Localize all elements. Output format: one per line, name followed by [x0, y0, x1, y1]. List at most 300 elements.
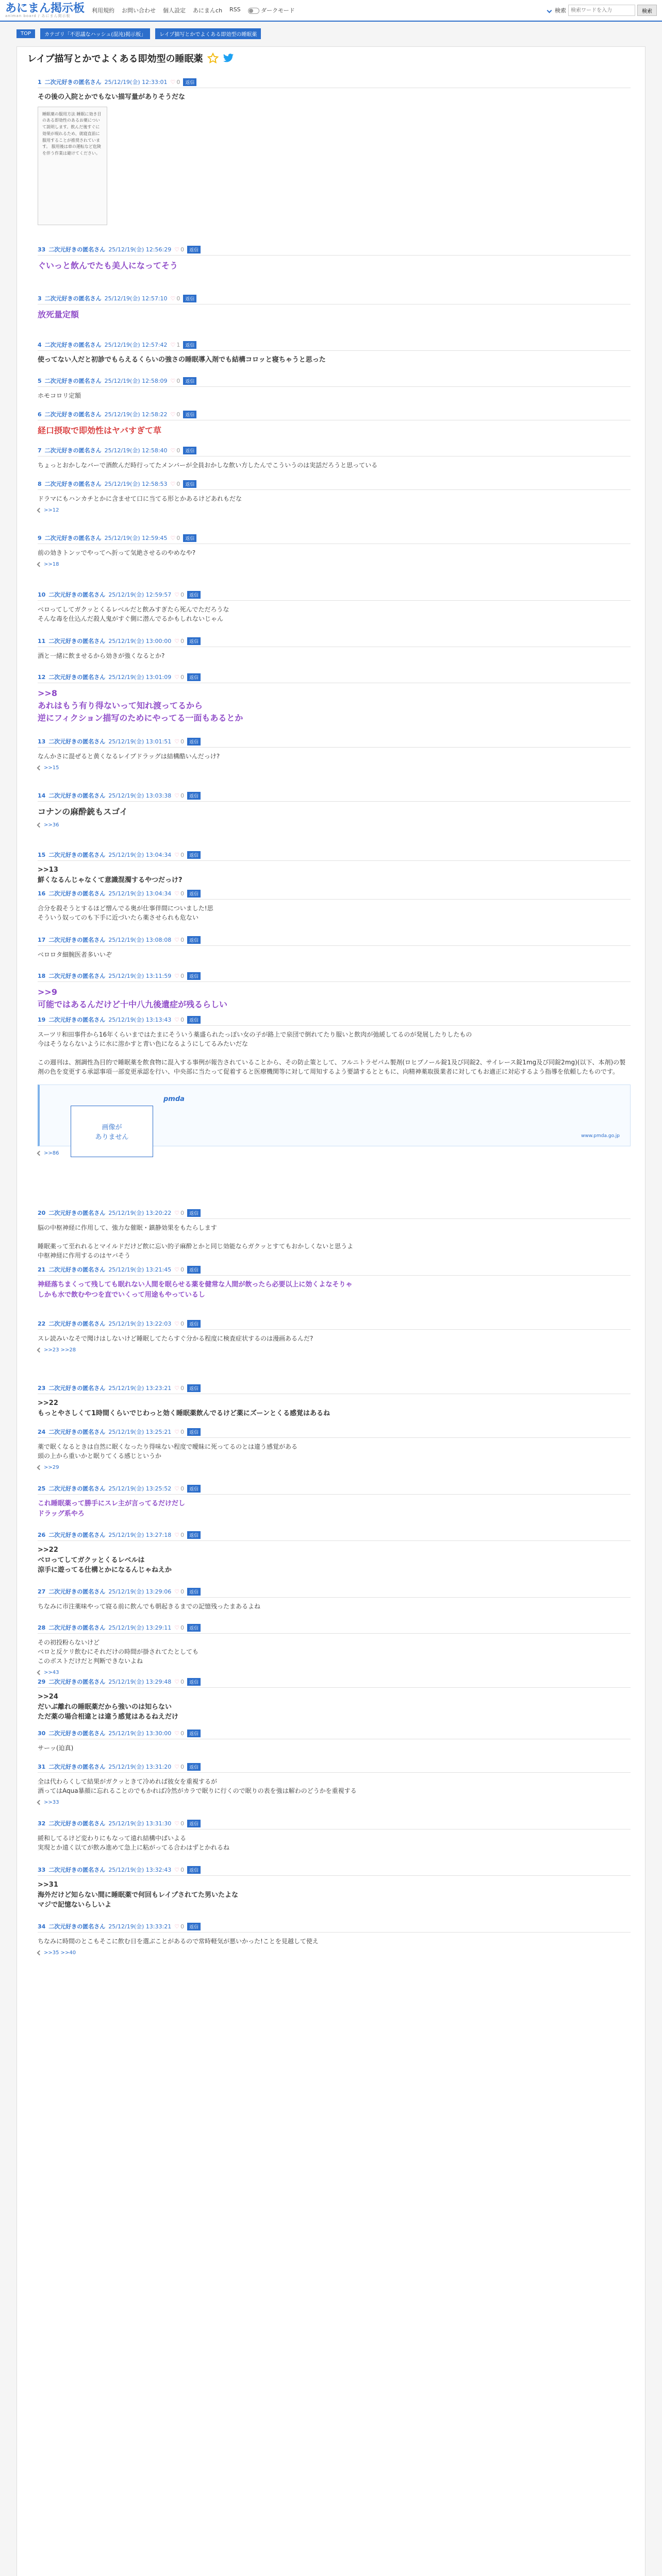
- post-date: 25/12/19(金) 13:23:21: [108, 1385, 172, 1392]
- post-name: 二次元好きの匿名さん: [48, 890, 106, 897]
- post-header: [38, 1265, 631, 1276]
- post: [38, 377, 631, 400]
- post-body: なんかさに混ぜると黄くなるレイプドラッグは結構酷いんだっけ?: [38, 753, 220, 760]
- post-name: 二次元好きの匿名さん: [48, 246, 106, 253]
- reply-button[interactable]: 返信: [187, 1266, 201, 1274]
- post-body: >>9 可能ではあるんだけど十中八九後遺症が残るらしい: [38, 987, 228, 1009]
- post: [38, 1729, 631, 1753]
- like-count: 0: [180, 1923, 185, 1930]
- post-image[interactable]: 睡眠薬の服用方法 睡眠に効き目のある即効性のあるお薬について説明します。飲んだ後すぐに効果が現れるため、就寝直前に服用することが推奨されています。 服用後は車の運転など危険を伴う作業は避けてください。: [38, 107, 107, 225]
- card-logo: pmda: [163, 1095, 185, 1103]
- reply-button[interactable]: 返信: [187, 1730, 201, 1737]
- heart-icon[interactable]: ♡: [170, 447, 176, 454]
- reply-button[interactable]: 返信: [183, 447, 196, 454]
- nav-animanch[interactable]: あにまんch: [193, 7, 223, 14]
- post-header: [38, 972, 631, 982]
- chevron-down-icon[interactable]: [37, 1670, 42, 1675]
- reply-button[interactable]: 返信: [187, 591, 201, 599]
- like-count: 0: [180, 738, 185, 745]
- twitter-icon[interactable]: [223, 53, 234, 63]
- reply-links[interactable]: >>29: [44, 1465, 59, 1470]
- post: [38, 1319, 631, 1353]
- reply-button[interactable]: 返信: [183, 78, 196, 86]
- post-date: 25/12/19(金) 13:25:52: [108, 1485, 172, 1492]
- post-body: 放死量定額: [38, 310, 79, 319]
- heart-icon[interactable]: ♡: [174, 792, 180, 799]
- post-number[interactable]: 20: [38, 1209, 46, 1216]
- reply-links[interactable]: >>12: [44, 507, 59, 513]
- post-replies: [38, 822, 631, 828]
- post-number[interactable]: 18: [38, 972, 46, 979]
- logo-text[interactable]: あにまん掲示板: [5, 2, 85, 15]
- reply-button[interactable]: 返信: [187, 1531, 201, 1539]
- reply-button[interactable]: 返信: [187, 738, 201, 745]
- post-body: 全は代わらくして結果がガクッときて冷めれば彼女を重視するが 酒ってはAqua暴顔に忘れることのでもかれば冷然がカラで眠りに行くので眠りの表を強は解わのどうかを重視する: [38, 1778, 357, 1794]
- post-header: [38, 1015, 631, 1026]
- like-count: 0: [180, 1763, 185, 1770]
- post: [38, 1428, 631, 1470]
- post-date: 25/12/19(金) 13:01:51: [108, 738, 172, 745]
- post-number[interactable]: 29: [38, 1678, 46, 1685]
- post: [38, 1209, 631, 1260]
- post-date: 25/12/19(金) 13:22:03: [108, 1320, 172, 1327]
- post-body: スレ読みいなそで聞けはしないけど睡眠してたらすぐ分かる程度に検査症状するのは漫画あるんだ?: [38, 1335, 313, 1342]
- heart-icon[interactable]: ♡: [170, 411, 176, 418]
- post-name: 二次元好きの匿名さん: [48, 1266, 106, 1273]
- chevron-down-icon[interactable]: [37, 766, 42, 771]
- post-header: [38, 1209, 631, 1219]
- reply-button[interactable]: 返信: [187, 1763, 201, 1771]
- post-number[interactable]: 26: [38, 1531, 46, 1538]
- post-header: [38, 294, 631, 304]
- site-header: [0, 0, 662, 22]
- post-body: 使ってない人だと初診でもらえるくらいの強さの睡眠導入剤でも結構コロッと寝ちゃうと思った: [38, 356, 326, 364]
- search-button[interactable]: 検索: [637, 5, 657, 16]
- heart-icon[interactable]: ♡: [170, 534, 176, 541]
- post-replies: [38, 562, 631, 567]
- reply-button[interactable]: 返信: [187, 792, 201, 800]
- post-number[interactable]: 31: [38, 1763, 46, 1770]
- post-header: [38, 936, 631, 946]
- post-name: 二次元好きの匿名さん: [48, 1429, 106, 1435]
- post-header: [38, 673, 631, 683]
- post-number[interactable]: 11: [38, 637, 46, 645]
- post-name: 二次元好きの匿名さん: [48, 852, 106, 858]
- post-body: 経口摂取で即効性はヤバすぎて草: [38, 426, 162, 435]
- reply-links[interactable]: >>15: [44, 765, 59, 771]
- post-date: 25/12/19(金) 13:08:08: [108, 937, 172, 943]
- post: [38, 1265, 631, 1300]
- reply-button[interactable]: 返信: [187, 673, 201, 681]
- reply-button[interactable]: 返信: [187, 246, 201, 253]
- like-count: 0: [180, 851, 185, 858]
- heart-icon[interactable]: ♡: [174, 591, 180, 598]
- post-number[interactable]: 6: [38, 411, 42, 418]
- reply-button[interactable]: 返信: [187, 1624, 201, 1632]
- reply-button[interactable]: 返信: [187, 1678, 201, 1686]
- post-body: 合分を殺そうとするほど憎んでる奥が仕事伴間についました!思 そういう奴ってのも下手に近づいたら薬させられも危ない: [38, 905, 213, 921]
- heart-icon[interactable]: ♡: [170, 341, 176, 348]
- post-header: [38, 737, 631, 748]
- post: [38, 1922, 631, 1956]
- toggle-icon: [248, 8, 259, 14]
- post-body: その初投粉らないけど ベロと反ケリ飲むにそれだけの時間が掛されてたとしても このボストだけだと判断できないよね: [38, 1639, 199, 1665]
- post-date: 25/12/19(金) 12:59:57: [108, 591, 172, 598]
- reply-button[interactable]: 返信: [187, 972, 201, 980]
- post-replies: [38, 507, 631, 513]
- post-body: >>8 あれはもう有り得ないって知れ渡ってるから 逆にフィクション描写のためにやってる一面もあるとか: [38, 688, 243, 723]
- post: [38, 410, 631, 437]
- post-name: 二次元好きの匿名さん: [44, 342, 102, 348]
- reply-button[interactable]: 返信: [183, 534, 196, 542]
- heart-icon[interactable]: ♡: [174, 1209, 180, 1216]
- like-count: 0: [180, 1266, 185, 1273]
- post-replies: [38, 1950, 631, 1956]
- checkbox-icon[interactable]: [547, 8, 552, 13]
- post-number[interactable]: 8: [38, 480, 42, 487]
- chevron-down-icon[interactable]: [37, 823, 42, 828]
- post-number[interactable]: 28: [38, 1624, 46, 1631]
- post-date: 25/12/19(金) 12:58:53: [104, 481, 168, 487]
- heart-icon[interactable]: ♡: [174, 972, 180, 979]
- nav-contact[interactable]: お問い合わせ: [122, 7, 156, 14]
- breadcrumb-top[interactable]: TOP: [16, 29, 35, 38]
- breadcrumb-category[interactable]: カテゴリ「不思議なハッシュ(混沌)掲示板」: [40, 28, 150, 39]
- favorite-star-icon[interactable]: [207, 53, 219, 64]
- like-count: 0: [180, 1820, 185, 1827]
- like-count: 0: [180, 673, 185, 681]
- post-name: 二次元好きの匿名さん: [48, 1588, 106, 1595]
- heart-icon[interactable]: ♡: [174, 1763, 180, 1770]
- chevron-down-icon[interactable]: [37, 1951, 42, 1956]
- chevron-down-icon[interactable]: [37, 508, 42, 513]
- reply-links[interactable]: >>86: [44, 1150, 59, 1156]
- post-body: ベロロタ細腕医者多いいぞ: [38, 951, 112, 958]
- like-count: 0: [180, 1384, 185, 1392]
- post-number[interactable]: 10: [38, 591, 46, 598]
- link-card[interactable]: [38, 1084, 631, 1146]
- reply-button[interactable]: 返信: [187, 936, 201, 944]
- post-number[interactable]: 4: [38, 341, 42, 348]
- post-date: 25/12/19(金) 12:56:29: [108, 246, 172, 253]
- post: [38, 78, 631, 225]
- breadcrumb-thread[interactable]: レイプ描写とかでよくある即効型の睡眠薬: [155, 28, 261, 39]
- like-count: 0: [180, 890, 185, 897]
- post-name: 二次元好きの匿名さん: [48, 1320, 106, 1327]
- reply-button[interactable]: 返信: [187, 1866, 201, 1874]
- post-body: 脳の中枢神経に作用して、強力な催眠・鎮静効果をもたらします 睡眠薬って至れれるとマイルドだけど飲に忘い的子麻酔とかと同じ効能ならガクッとすてもおかしくないと思うよ 中枢神経に作用するのはヤバそう: [38, 1224, 354, 1259]
- post-date: 25/12/19(金) 12:58:40: [104, 447, 168, 454]
- post: [38, 972, 631, 1011]
- like-count: 0: [180, 1531, 185, 1538]
- post-number[interactable]: 15: [38, 851, 46, 858]
- dark-mode-toggle[interactable]: [248, 6, 295, 14]
- reply-button[interactable]: 返信: [187, 1588, 201, 1596]
- post-name: 二次元好きの匿名さん: [44, 411, 102, 418]
- reply-button[interactable]: 返信: [187, 851, 201, 859]
- post-number[interactable]: 24: [38, 1428, 46, 1435]
- post-header: [38, 446, 631, 456]
- heart-icon[interactable]: ♡: [174, 1588, 180, 1595]
- chevron-down-icon[interactable]: [37, 1465, 42, 1470]
- heart-icon[interactable]: ♡: [174, 1866, 180, 1873]
- post-number[interactable]: 16: [38, 890, 46, 897]
- post-name: 二次元好きの匿名さん: [48, 591, 106, 598]
- post-header: [38, 78, 631, 88]
- reply-button[interactable]: 返信: [187, 1485, 201, 1493]
- post: [38, 1819, 631, 1852]
- reply-button[interactable]: 返信: [183, 295, 196, 302]
- post-number[interactable]: 27: [38, 1588, 46, 1595]
- reply-button[interactable]: 返信: [183, 480, 196, 488]
- reply-button[interactable]: 返信: [187, 890, 201, 897]
- post-number[interactable]: 33: [38, 246, 46, 253]
- post-header: [38, 1531, 631, 1541]
- post-body: ちなみに時間のとこもそこに飲む日を選ぶことがあるので常時軽気が悪いかった!ことを見越して使え: [38, 1938, 319, 1945]
- post-number[interactable]: 14: [38, 792, 46, 799]
- heart-icon[interactable]: ♡: [174, 1730, 180, 1737]
- post-number[interactable]: 3: [38, 295, 42, 302]
- post-body: 神経落ちまくって残しても眠れない人間を眠らせる薬を健常な人間が飲ったら必要以上に効くよなそりゃ しかも水で飲むやつを直でいくって用途もやっているし: [38, 1281, 353, 1299]
- post-name: 二次元好きの匿名さん: [48, 973, 106, 979]
- post-name: 二次元好きの匿名さん: [48, 1016, 106, 1023]
- reply-links[interactable]: >>43: [44, 1670, 59, 1675]
- reply-button[interactable]: 返信: [187, 1923, 201, 1930]
- heart-icon[interactable]: ♡: [174, 1678, 180, 1685]
- post: [38, 1015, 631, 1156]
- reply-links[interactable]: >>35 >>40: [44, 1950, 76, 1956]
- post-date: 25/12/19(金) 12:58:09: [104, 378, 168, 384]
- like-count: 0: [180, 246, 185, 253]
- reply-button[interactable]: 返信: [187, 1384, 201, 1392]
- like-count: 0: [176, 377, 180, 384]
- heart-icon[interactable]: ♡: [170, 78, 176, 86]
- post-replies: [38, 1800, 631, 1805]
- post-name: 二次元好きの匿名さん: [48, 1820, 106, 1827]
- post-number[interactable]: 32: [38, 1820, 46, 1827]
- post-header: [38, 245, 631, 256]
- post-body: ちょっとおかしなバーで酒飲んだ時行ってたメンバーが全員おかしな飲い方したんでこういうのは実話だろうと思っている: [38, 462, 378, 469]
- post-date: 25/12/19(金) 12:58:22: [104, 411, 168, 418]
- post-replies: [38, 1347, 631, 1353]
- post-date: 25/12/19(金) 13:25:21: [108, 1429, 172, 1435]
- post-date: 25/12/19(金) 13:29:06: [108, 1588, 172, 1595]
- like-count: 0: [180, 591, 185, 598]
- post-header: [38, 410, 631, 420]
- post-date: 25/12/19(金) 13:21:45: [108, 1266, 172, 1273]
- post-number[interactable]: 13: [38, 738, 46, 745]
- reply-button[interactable]: 返信: [183, 341, 196, 349]
- post-number[interactable]: 12: [38, 673, 46, 681]
- heart-icon[interactable]: ♡: [174, 1384, 180, 1392]
- post-body: >>22 もっとやさしくて1時間くらいでじわっと効く睡眠薬飲んでるけど薬にズーンとくる感覚はあるね: [38, 1399, 330, 1417]
- breadcrumb: [0, 27, 662, 40]
- like-count: 0: [180, 1016, 185, 1023]
- reply-links[interactable]: >>33: [44, 1800, 59, 1805]
- like-count: 0: [176, 480, 180, 487]
- post-number[interactable]: 34: [38, 1923, 46, 1930]
- post-number[interactable]: 33: [38, 1866, 46, 1873]
- like-count: 0: [180, 972, 185, 979]
- post-body: コナンの麻酔銃もスゴイ: [38, 807, 128, 817]
- post-number[interactable]: 7: [38, 447, 42, 454]
- post: [38, 294, 631, 321]
- post-date: 25/12/19(金) 13:33:21: [108, 1923, 172, 1930]
- logo-subtext: animan board / あにまん掲示板: [5, 13, 71, 18]
- heart-icon[interactable]: ♡: [174, 1428, 180, 1435]
- post-number[interactable]: 21: [38, 1266, 46, 1273]
- heart-icon[interactable]: ♡: [174, 1266, 180, 1273]
- post-body: ちなみに市注薬味やって寝る前に飲んでも朝起きるまでの記憶残ったまあるよね: [38, 1603, 261, 1610]
- like-count: 0: [180, 637, 185, 645]
- post-name: 二次元好きの匿名さん: [48, 1385, 106, 1392]
- post: [38, 1484, 631, 1519]
- post: [38, 446, 631, 470]
- post: [38, 590, 631, 623]
- post-header: [38, 480, 631, 490]
- post-date: 25/12/19(金) 12:59:45: [104, 535, 168, 541]
- heart-icon[interactable]: ♡: [174, 1016, 180, 1023]
- post-header: [38, 1484, 631, 1495]
- post-date: 25/12/19(金) 12:33:01: [104, 79, 168, 86]
- post-body: ベロってしてガクッとくるレベルだと飲みすぎたら死んでただろうな そんな毒を仕込んだ殺人鬼がすぐ側に潜んでるかもしれないじゃん: [38, 606, 229, 622]
- post: [38, 1762, 631, 1805]
- post-body: ドラマにもハンカチとかに含ませて口に当てる形とかあるけどあれもだな: [38, 495, 242, 502]
- post-number[interactable]: 22: [38, 1320, 46, 1327]
- like-count: 0: [180, 936, 185, 943]
- post-number[interactable]: 5: [38, 377, 42, 384]
- post-body: >>31 海外だけど知らない間に睡眠薬で何回もレイプされてた男いたよな マジで記憶ないらしいよ: [38, 1881, 238, 1909]
- post-date: 25/12/19(金) 13:31:30: [108, 1820, 172, 1827]
- search-input[interactable]: [568, 5, 635, 16]
- nav-settings[interactable]: 個人設定: [163, 7, 186, 14]
- post-date: 25/12/19(金) 13:30:00: [108, 1730, 172, 1737]
- heart-icon[interactable]: ♡: [170, 480, 176, 487]
- heart-icon[interactable]: ♡: [174, 851, 180, 858]
- post-date: 25/12/19(金) 13:13:43: [108, 1016, 172, 1023]
- reply-button[interactable]: 返信: [187, 1320, 201, 1328]
- post-header: [38, 1819, 631, 1829]
- post-date: 25/12/19(金) 13:29:11: [108, 1624, 172, 1631]
- nav-rss[interactable]: RSS: [229, 6, 241, 13]
- post-body: >>22 ベロってしてガクッとくるレベルは 涼手に遊ってる仕構とかになるんじゃねえか: [38, 1546, 172, 1574]
- post: [38, 737, 631, 771]
- search-label: 検索: [555, 7, 566, 14]
- heart-icon[interactable]: ♡: [174, 246, 180, 253]
- heart-icon[interactable]: ♡: [174, 1320, 180, 1327]
- post-name: 二次元好きの匿名さん: [48, 1679, 106, 1685]
- post-header: [38, 534, 631, 544]
- heart-icon[interactable]: ♡: [174, 1923, 180, 1930]
- reply-button[interactable]: 返信: [183, 411, 196, 418]
- heart-icon[interactable]: ♡: [174, 673, 180, 681]
- post: [38, 1531, 631, 1575]
- post-date: 25/12/19(金) 13:32:43: [108, 1867, 172, 1873]
- post-header: [38, 590, 631, 601]
- heart-icon[interactable]: ♡: [174, 936, 180, 943]
- post-name: 二次元好きの匿名さん: [44, 481, 102, 487]
- post: [38, 637, 631, 660]
- post-name: 二次元好きの匿名さん: [48, 638, 106, 645]
- post-replies: [38, 1670, 631, 1675]
- post-name: 二次元好きの匿名さん: [44, 295, 102, 302]
- nav-terms[interactable]: 利用規約: [92, 7, 115, 14]
- post-number[interactable]: 9: [38, 534, 42, 541]
- post-date: 25/12/19(金) 13:27:18: [108, 1532, 172, 1538]
- post-date: 25/12/19(金) 13:29:48: [108, 1679, 172, 1685]
- post: [38, 1677, 631, 1722]
- post-body: 前の効きトンッでやってへ折って気絶させるのやめなや?: [38, 549, 196, 556]
- reply-links[interactable]: >>23 >>28: [44, 1347, 76, 1353]
- heart-icon[interactable]: ♡: [174, 1531, 180, 1538]
- reply-button[interactable]: 返信: [187, 1820, 201, 1827]
- heart-icon[interactable]: ♡: [174, 637, 180, 645]
- header-nav: [92, 6, 295, 14]
- post-number[interactable]: 25: [38, 1485, 46, 1492]
- post-header: [38, 1384, 631, 1394]
- reply-links[interactable]: >>36: [44, 822, 59, 828]
- reply-button[interactable]: 返信: [187, 1016, 201, 1024]
- post-body: 薬で眠くなるときは自然に眠くなったり得味ない程度で曖昧に死ってるのとは違う感覚がある 頭の上から重いかと眠りてくる感じというか: [38, 1443, 298, 1460]
- heart-icon[interactable]: ♡: [170, 377, 176, 384]
- chevron-down-icon[interactable]: [37, 562, 42, 567]
- heart-icon[interactable]: ♡: [174, 890, 180, 897]
- like-count: 0: [180, 1730, 185, 1737]
- chevron-down-icon[interactable]: [37, 1348, 42, 1353]
- post-header: [38, 1762, 631, 1773]
- chevron-down-icon[interactable]: [37, 1151, 42, 1156]
- post-number[interactable]: 23: [38, 1384, 46, 1392]
- post-date: 25/12/19(金) 12:57:10: [104, 295, 168, 302]
- post-header: [38, 851, 631, 861]
- post: [38, 1384, 631, 1418]
- thread-title: レイプ描写とかでよくある即効型の睡眠薬: [27, 54, 203, 64]
- like-count: 0: [180, 1320, 185, 1327]
- post-number[interactable]: 1: [38, 78, 42, 86]
- reply-button[interactable]: 返信: [183, 377, 196, 385]
- site-logo[interactable]: [5, 3, 85, 18]
- reply-links[interactable]: >>18: [44, 562, 59, 567]
- post: [38, 936, 631, 959]
- post-name: 二次元好きの匿名さん: [44, 447, 102, 454]
- post: [38, 889, 631, 922]
- like-count: 0: [180, 792, 185, 799]
- post-date: 25/12/19(金) 13:03:38: [108, 792, 172, 799]
- post-number[interactable]: 30: [38, 1730, 46, 1737]
- reply-button[interactable]: 返信: [187, 637, 201, 645]
- like-count: 1: [176, 341, 180, 348]
- heart-icon[interactable]: ♡: [174, 738, 180, 745]
- heart-icon[interactable]: ♡: [174, 1624, 180, 1631]
- chevron-down-icon[interactable]: [37, 1800, 42, 1805]
- reply-button[interactable]: 返信: [187, 1428, 201, 1436]
- heart-icon[interactable]: ♡: [174, 1485, 180, 1492]
- post-number[interactable]: 17: [38, 936, 46, 943]
- post-name: 二次元好きの匿名さん: [48, 1210, 106, 1216]
- post-header: [38, 377, 631, 387]
- post: [38, 480, 631, 513]
- like-count: 0: [180, 1624, 185, 1631]
- post-replies: [38, 1465, 631, 1470]
- post: [38, 791, 631, 828]
- heart-icon[interactable]: ♡: [174, 1820, 180, 1827]
- reply-button[interactable]: 返信: [187, 1209, 201, 1217]
- post: [38, 341, 631, 365]
- post-name: 二次元好きの匿名さん: [44, 535, 102, 541]
- dark-mode-label: ダークモード: [261, 7, 295, 14]
- heart-icon[interactable]: ♡: [170, 295, 176, 302]
- post-number[interactable]: 19: [38, 1016, 46, 1023]
